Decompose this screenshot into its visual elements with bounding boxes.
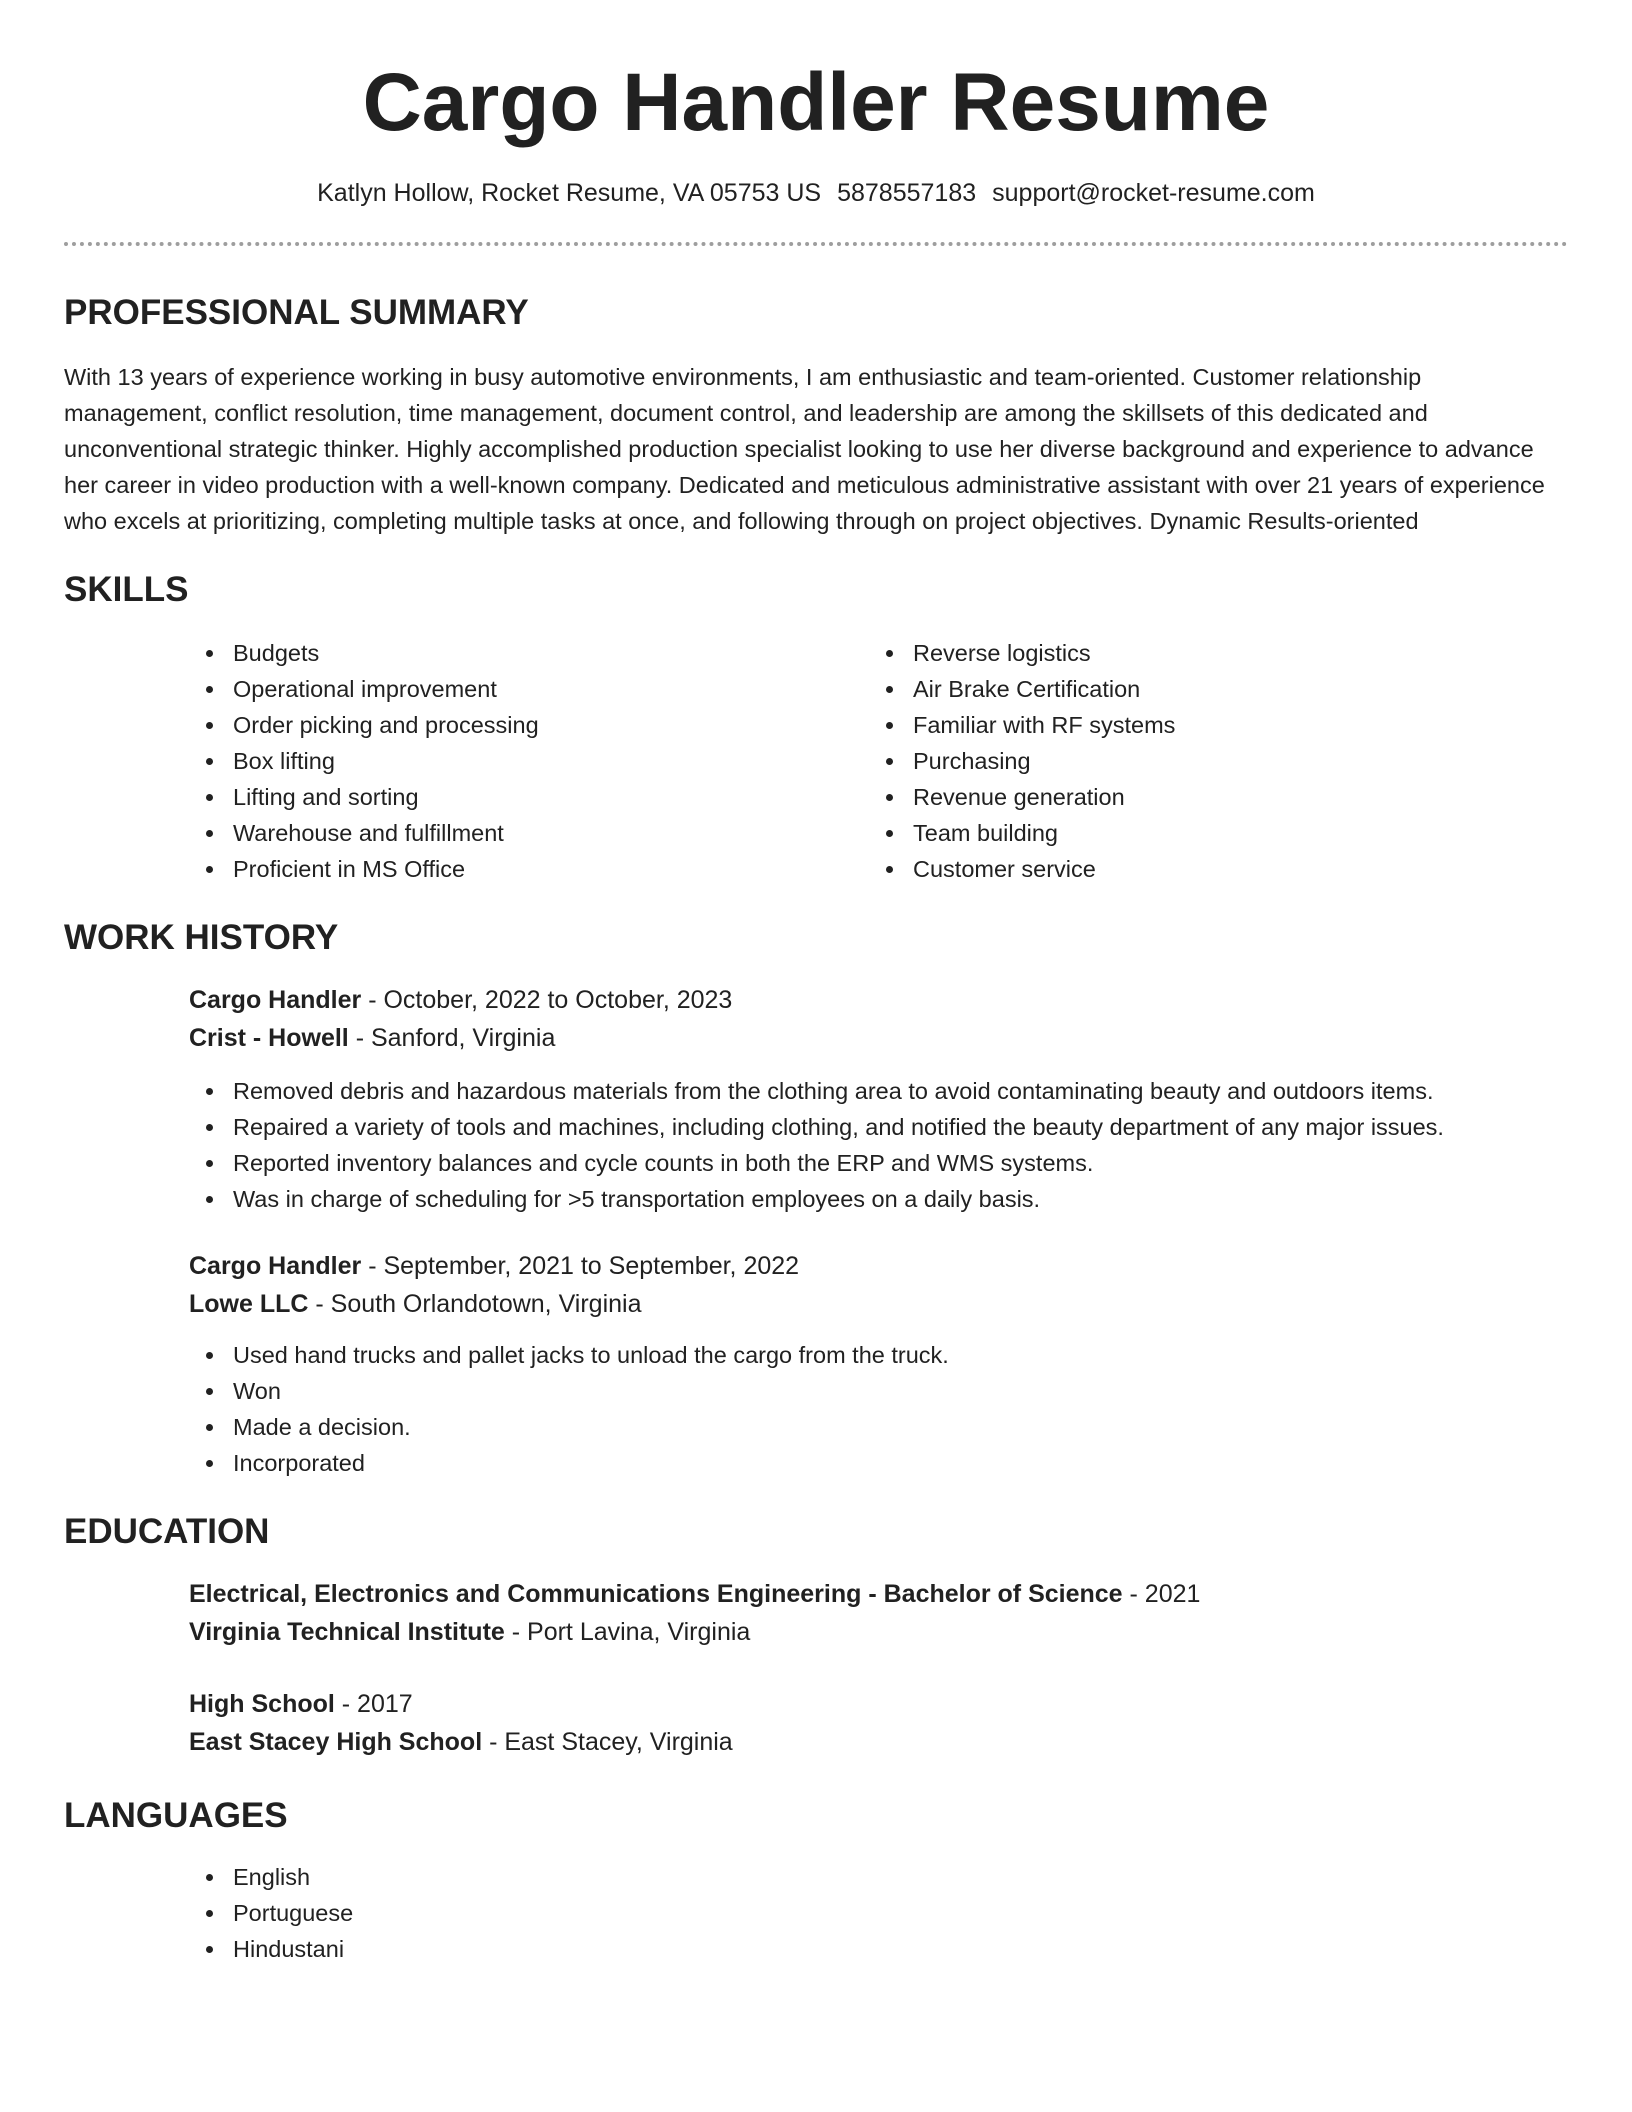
skills-grid [189,635,1568,887]
education-heading: EDUCATION [64,1512,270,1551]
job-bullet: Won [233,1373,1568,1409]
skill-item: Warehouse and fulfillment [233,815,869,851]
job-location: - South Orlandotown, Virginia [308,1290,642,1318]
education-entry [189,1685,1568,1761]
education-year: - 2021 [1122,1580,1201,1608]
skill-item: Purchasing [913,743,1549,779]
job-entry [189,1247,1568,1481]
skill-item: Box lifting [233,743,869,779]
job-company: Crist - Howell [189,1024,349,1052]
languages-heading: LANGUAGES [64,1796,288,1835]
education-entry [189,1575,1568,1651]
job-title: Cargo Handler [189,1252,362,1280]
job-dates: - October, 2022 to October, 2023 [361,986,733,1014]
job-bullet: Removed debris and hazardous materials from the clothing area to avoid contaminating beauty and outdoors items. [233,1073,1568,1109]
job-company-line [189,1019,1568,1057]
resume-title: Cargo Handler Resume [362,57,1270,148]
skill-item: Proficient in MS Office [233,851,869,887]
contact-line [64,178,1568,208]
job-bullet: Used hand trucks and pallet jacks to unload the cargo from the truck. [233,1337,1568,1373]
job-bullet: Repaired a variety of tools and machines, including clothing, and notified the beauty department of any major issues. [233,1109,1568,1145]
summary-section [64,292,1568,539]
job-dates: - September, 2021 to September, 2022 [361,1252,800,1280]
skill-item: Team building [913,815,1549,851]
header-divider [64,242,1568,246]
education-location: - East Stacey, Virginia [482,1728,733,1756]
languages-section [64,1795,1568,1967]
job-bullet: Reported inventory balances and cycle counts in both the ERP and WMS systems. [233,1145,1568,1181]
job-entry [189,981,1568,1217]
education-section [64,1511,1568,1761]
job-bullet: Incorporated [233,1445,1568,1481]
contact-address: Katlyn Hollow, Rocket Resume, VA 05753 US [317,179,822,207]
education-school: Virginia Technical Institute [189,1618,505,1646]
education-location: - Port Lavina, Virginia [504,1618,751,1646]
education-school-line [189,1723,1568,1761]
skills-section [64,569,1568,887]
skills-column-right [869,635,1549,887]
job-bullet: Made a decision. [233,1409,1568,1445]
contact-phone: 5878557183 [837,179,977,207]
language-item: Portuguese [233,1895,1568,1931]
job-title-line [189,1247,1568,1285]
skill-item: Budgets [233,635,869,671]
languages-list [189,1859,1568,1967]
skill-item: Customer service [913,851,1549,887]
education-degree: High School [189,1690,335,1718]
education-degree-line [189,1575,1568,1613]
skill-item: Air Brake Certification [913,671,1549,707]
job-title: Cargo Handler [189,986,362,1014]
skill-item: Lifting and sorting [233,779,869,815]
skills-heading: SKILLS [64,570,189,609]
education-degree: Electrical, Electronics and Communications Engineering - Bachelor of Science [189,1580,1123,1608]
job-title-line [189,981,1568,1019]
education-degree-line [189,1685,1568,1723]
education-school: East Stacey High School [189,1728,483,1756]
skill-item: Operational improvement [233,671,869,707]
job-company: Lowe LLC [189,1290,309,1318]
summary-heading: PROFESSIONAL SUMMARY [64,293,529,332]
education-school-line [189,1613,1568,1651]
job-location: - Sanford, Virginia [348,1024,556,1052]
summary-text: With 13 years of experience working in busy automotive environments, I am enthusiastic and team-oriented. Customer relationship management, conflict resolution, time management, document control, and leadership are among the skillsets of this dedicated and unconventional strategic thinker. Highly accomplished production specialist looking to use her diverse background and experience to advance her career in video production with a well-known company. Dedicated and meticulous administrative assistant with over 21 years of experience who excels at prioritizing, completing multiple tasks at once, and following through on project objectives. Dynamic Results-oriented [64,364,1545,534]
skill-item: Order picking and processing [233,707,869,743]
language-item: English [233,1859,1568,1895]
skill-item: Revenue generation [913,779,1549,815]
education-year: - 2017 [334,1690,413,1718]
language-item: Hindustani [233,1931,1568,1967]
skills-column-left [189,635,869,887]
skill-item: Familiar with RF systems [913,707,1549,743]
job-bullet: Was in charge of scheduling for >5 transportation employees on a daily basis. [233,1181,1568,1217]
job-company-line [189,1285,1568,1323]
skill-item: Reverse logistics [913,635,1549,671]
work-heading: WORK HISTORY [64,918,339,957]
contact-email: support@rocket-resume.com [992,179,1315,207]
work-section [64,917,1568,1481]
